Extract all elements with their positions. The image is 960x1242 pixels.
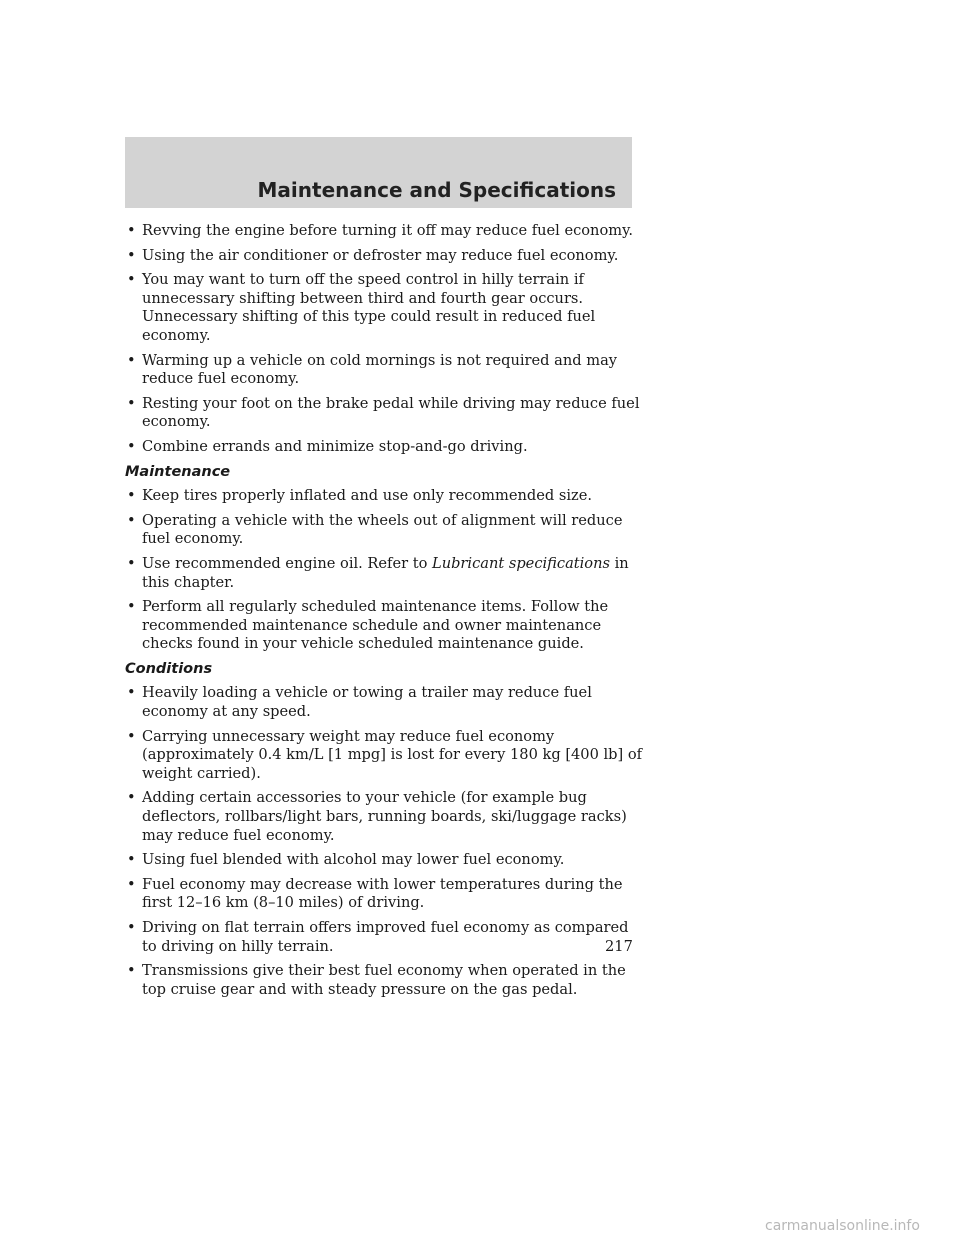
list-item-text: Resting your foot on the brake pedal while driving may reduce fuel economy. (142, 394, 640, 431)
bullet-icon: • (127, 437, 136, 455)
page-content (125, 222, 645, 1005)
watermark: carmanualsonline.info (765, 1218, 920, 1234)
page-number: 217 (605, 938, 633, 955)
bullet-icon: • (127, 351, 136, 369)
bullet-icon: • (127, 554, 136, 572)
bullet-icon: • (127, 222, 136, 239)
bullet-icon: • (127, 598, 136, 616)
list-item (125, 271, 645, 345)
fuel-tips-section (125, 222, 645, 457)
list-item (125, 555, 645, 592)
lubricant-specifications-reference: Lubricant specifications (432, 554, 610, 572)
list-item (125, 222, 645, 241)
bullet-icon: • (127, 394, 136, 412)
conditions-section (125, 660, 645, 1000)
list-item-text: Adding certain accessories to your vehicle (for example bug deflectors, rollbars/light bars, running boards, ski/luggage racks) may reduce fuel economy. (142, 789, 627, 844)
list-item (125, 598, 645, 654)
oil-text-before: Use recommended engine oil. Refer to (142, 554, 432, 572)
bullet-icon: • (127, 487, 136, 505)
list-item-text: Carrying unnecessary weight may reduce fuel economy (approximately 0.4 km/L [1 mpg] is lost for every 180 kg [400 lb] of weight carried). (142, 727, 643, 782)
list-item-text: Using fuel blended with alcohol may lower fuel economy. (142, 851, 565, 869)
list-item (125, 395, 645, 432)
maintenance-heading: Maintenance (125, 463, 231, 480)
list-item (125, 684, 645, 721)
bullet-icon: • (127, 962, 136, 980)
list-item-text: Operating a vehicle with the wheels out of alignment will reduce fuel economy. (142, 511, 623, 548)
list-item (125, 962, 645, 999)
section-title: Maintenance and Specifications (257, 178, 616, 202)
list-item-text: Revving the engine before turning it off may reduce fuel economy. (142, 222, 634, 239)
list-item (125, 512, 645, 549)
list-item-text: Transmissions give their best fuel economy when operated in the top cruise gear and with steady pressure on the gas pedal. (142, 962, 626, 998)
list-item-text: You may want to turn off the speed control in hilly terrain if unnecessary shifting between third and fourth gear occurs. Unnecessary shifting of this type could result in reduced fuel economy. (142, 271, 596, 344)
bullet-icon: • (127, 511, 136, 529)
section-header-band (125, 137, 632, 208)
bullet-icon: • (127, 851, 136, 869)
list-item (125, 728, 645, 784)
fuel-tips-list (125, 222, 645, 457)
list-item-text: Fuel economy may decrease with lower temperatures during the first 12–16 km (8–10 miles) of driving. (142, 875, 623, 912)
oil-text-after: in this chapter. (142, 554, 629, 591)
list-item (125, 247, 645, 266)
list-item-text: Using the air conditioner or defroster may reduce fuel economy. (142, 246, 619, 264)
list-item-text: Perform all regularly scheduled maintenance items. Follow the recommended maintenance schedule and owner maintenance checks found in your vehicle scheduled maintenance guide. (142, 598, 609, 653)
bullet-icon: • (127, 875, 136, 893)
list-item (125, 851, 645, 870)
list-item-text: Keep tires properly inflated and use only recommended size. (142, 487, 592, 505)
maintenance-list (125, 487, 645, 654)
list-item-text: Warming up a vehicle on cold mornings is not required and may reduce fuel economy. (142, 351, 618, 388)
bullet-icon: • (127, 727, 136, 745)
list-item-text: Heavily loading a vehicle or towing a trailer may reduce fuel economy at any speed. (142, 684, 592, 721)
list-item-text: Driving on flat terrain offers improved fuel economy as compared to driving on hilly terrain. (142, 919, 629, 955)
conditions-list (125, 684, 645, 999)
bullet-icon: • (127, 246, 136, 264)
bullet-icon: • (127, 919, 136, 936)
list-item (125, 789, 645, 845)
list-item (125, 876, 645, 913)
conditions-heading: Conditions (125, 660, 213, 677)
maintenance-section (125, 463, 645, 654)
bullet-icon: • (127, 789, 136, 807)
bullet-icon: • (127, 271, 136, 289)
list-item (125, 438, 645, 457)
list-item (125, 919, 645, 956)
bullet-icon: • (127, 684, 136, 702)
list-item (125, 487, 645, 506)
list-item (125, 352, 645, 389)
list-item-text: Combine errands and minimize stop-and-go driving. (142, 437, 528, 455)
